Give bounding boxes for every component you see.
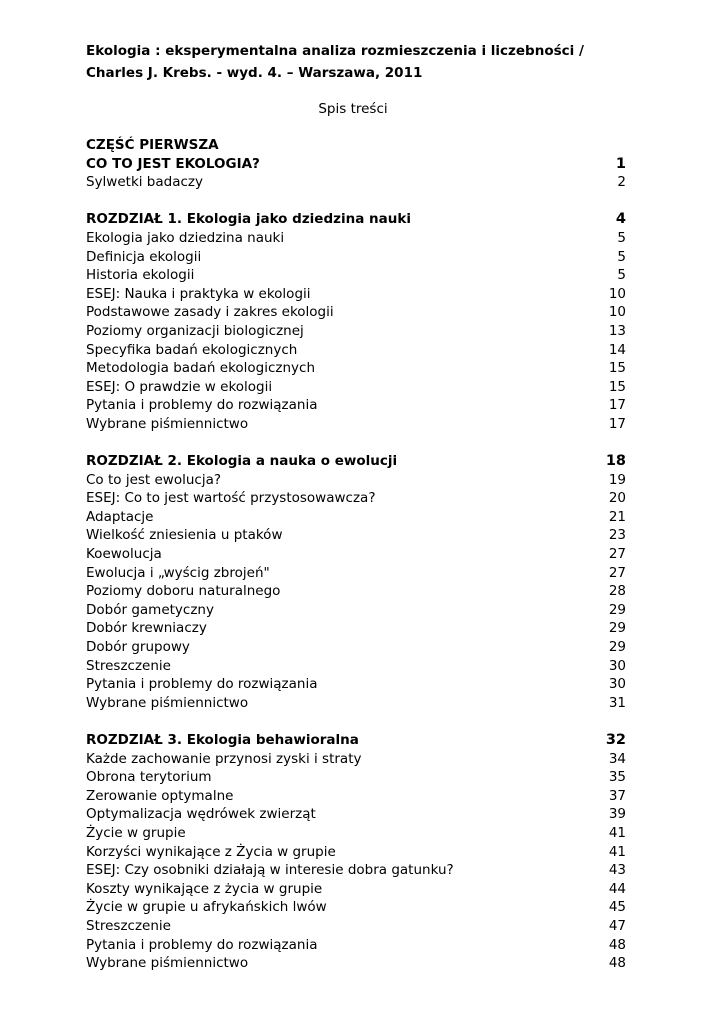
toc-entry-title: Historia ekologii (86, 267, 195, 284)
toc-entry-page: 43 (608, 862, 626, 879)
toc-entry-page: 37 (608, 787, 626, 804)
toc-entry-title: ESEJ: Nauka i praktyka w ekologii (86, 285, 311, 302)
chapter-heading-title: ROZDZIAŁ 3. Ekologia behawioralna (86, 732, 359, 748)
toc-entry-page: 47 (608, 917, 626, 934)
toc-entry-title: Definicja ekologii (86, 248, 202, 265)
toc-entry (86, 619, 626, 638)
toc-entry-title: Wybrane piśmiennictwo (86, 415, 249, 432)
toc-entry-page: 15 (608, 378, 626, 395)
chapter-heading-title: CO TO JEST EKOLOGIA? (86, 155, 260, 172)
toc-entry (86, 843, 626, 862)
toc-entry-page: 29 (608, 639, 626, 656)
toc-entry (86, 303, 626, 322)
toc-section (86, 136, 626, 192)
toc-entry (86, 787, 626, 806)
toc-entry-title: Optymalizacja wędrówek zwierząt (86, 806, 316, 823)
header-line-2: Charles J. Krebs. - wyd. 4. – Warszawa, 2011 (86, 65, 423, 81)
toc-entry-title: Obrona terytorium (86, 769, 212, 786)
toc-entry (86, 750, 626, 769)
toc-entry-page: 13 (608, 322, 626, 339)
chapter-heading-page: 18 (605, 453, 626, 470)
toc-entry-title: Co to jest ewolucja? (86, 471, 222, 488)
toc-title: Spis treści (318, 101, 388, 117)
table-of-contents (86, 136, 626, 973)
toc-entry (86, 526, 626, 545)
toc-entry-page: 34 (608, 750, 626, 767)
toc-section (86, 452, 626, 712)
toc-entry-page: 27 (608, 546, 626, 563)
toc-entry-title: Ekologia jako dziedzina nauki (86, 229, 285, 246)
document-header (86, 40, 626, 84)
toc-entry-title: Koewolucja (86, 546, 162, 563)
toc-entry-title: Życie w grupie u afrykańskich lwów (86, 899, 327, 916)
toc-entry-title: Wybrane piśmiennictwo (86, 955, 249, 972)
toc-entry-page: 48 (608, 955, 626, 972)
toc-entry-title: Każde zachowanie przynosi zyski i straty (86, 750, 362, 767)
toc-entry-page: 29 (608, 601, 626, 618)
toc-entry (86, 805, 626, 824)
toc-entry-page: 29 (608, 620, 626, 637)
toc-entry-page: 27 (608, 564, 626, 581)
toc-entry-page: 17 (608, 415, 626, 432)
toc-entry (86, 768, 626, 787)
toc-entry-title: Pytania i problemy do rozwiązania (86, 676, 318, 693)
toc-section (86, 210, 626, 433)
toc-entry-title: Pytania i problemy do rozwiązania (86, 397, 318, 414)
toc-entry-page: 35 (608, 769, 626, 786)
toc-entry (86, 359, 626, 378)
toc-entry (86, 173, 626, 192)
toc-entry (86, 917, 626, 936)
chapter-heading-page: 4 (615, 211, 626, 228)
toc-entry-title: Poziomy doboru naturalnego (86, 583, 281, 600)
toc-entry-page: 10 (608, 304, 626, 321)
toc-entry (86, 675, 626, 694)
toc-entry-page: 17 (608, 397, 626, 414)
toc-entry-title: ESEJ: Czy osobniki działają w interesie dobra gatunku? (86, 862, 454, 879)
toc-entry-title: ESEJ: O prawdzie w ekologii (86, 378, 273, 395)
toc-entry-title: Wielkość zniesienia u ptaków (86, 527, 283, 544)
chapter-heading (86, 155, 626, 174)
toc-entry-page: 21 (608, 508, 626, 525)
toc-entry-title: Ewolucja i „wyścig zbrojeń" (86, 564, 270, 581)
chapter-heading-title: ROZDZIAŁ 1. Ekologia jako dziedzina nauki (86, 211, 411, 228)
toc-entry (86, 415, 626, 434)
chapter-heading-page: 1 (615, 155, 626, 172)
toc-entry-page: 44 (608, 880, 626, 897)
toc-entry (86, 322, 626, 341)
toc-entry (86, 378, 626, 397)
toc-entry-title: Dobór gametyczny (86, 601, 214, 618)
toc-entry (86, 880, 626, 899)
toc-entry-title: Koszty wynikające z życia w grupie (86, 880, 323, 897)
toc-entry-title: Życie w grupie (86, 824, 186, 841)
toc-entry-page: 19 (608, 471, 626, 488)
toc-entry-title: Korzyści wynikające z Życia w grupie (86, 843, 336, 860)
chapter-heading (86, 452, 626, 471)
chapter-heading-title: ROZDZIAŁ 2. Ekologia a nauka o ewolucji (86, 453, 398, 470)
toc-entry (86, 266, 626, 285)
toc-entry-title: Wybrane piśmiennictwo (86, 694, 249, 711)
toc-entry-title: Sylwetki badaczy (86, 174, 203, 191)
toc-entry-page: 45 (608, 899, 626, 916)
toc-section (86, 731, 626, 973)
toc-entry-title: Streszczenie (86, 657, 171, 674)
toc-entry-page: 2 (617, 174, 626, 191)
toc-entry-title: Pytania i problemy do rozwiązania (86, 936, 318, 953)
toc-entry (86, 861, 626, 880)
toc-entry-page: 30 (608, 676, 626, 693)
toc-entry (86, 471, 626, 490)
toc-entry-title: Dobór grupowy (86, 639, 190, 656)
toc-entry (86, 601, 626, 620)
toc-entry-title: Dobór krewniaczy (86, 620, 207, 637)
toc-entry (86, 936, 626, 955)
toc-entry (86, 564, 626, 583)
toc-entry-page: 14 (608, 341, 626, 358)
toc-entry-page: 20 (608, 490, 626, 507)
toc-entry (86, 582, 626, 601)
toc-entry-title: Metodologia badań ekologicznych (86, 360, 316, 377)
toc-entry (86, 657, 626, 676)
toc-entry-page: 31 (608, 694, 626, 711)
toc-entry (86, 508, 626, 527)
toc-entry (86, 489, 626, 508)
toc-entry (86, 545, 626, 564)
toc-entry-title: Podstawowe zasady i zakres ekologii (86, 304, 334, 321)
toc-entry (86, 954, 626, 973)
toc-entry-page: 10 (608, 285, 626, 302)
header-line-1: Ekologia : eksperymentalna analiza rozmieszczenia i liczebności / (86, 43, 584, 59)
toc-entry-title: Zerowanie optymalne (86, 787, 234, 804)
toc-entry (86, 638, 626, 657)
toc-entry-title: Specyfika badań ekologicznych (86, 341, 298, 358)
toc-entry-page: 41 (608, 824, 626, 841)
toc-entry (86, 824, 626, 843)
toc-entry-page: 28 (608, 583, 626, 600)
toc-entry-title: Adaptacje (86, 508, 154, 525)
toc-entry (86, 694, 626, 713)
toc-entry-page: 41 (608, 843, 626, 860)
chapter-heading (86, 731, 626, 750)
toc-entry-page: 23 (608, 527, 626, 544)
toc-entry (86, 898, 626, 917)
toc-entry (86, 396, 626, 415)
toc-entry-page: 5 (617, 229, 626, 246)
toc-entry (86, 341, 626, 360)
toc-entry-page: 15 (608, 360, 626, 377)
toc-entry (86, 248, 626, 267)
toc-entry-title: Streszczenie (86, 917, 171, 934)
toc-entry-page: 30 (608, 657, 626, 674)
toc-entry-title: ESEJ: Co to jest wartość przystosowawcza? (86, 490, 376, 507)
toc-entry (86, 285, 626, 304)
toc-entry-page: 5 (617, 248, 626, 265)
toc-entry-page: 39 (608, 806, 626, 823)
document-page (86, 40, 626, 991)
chapter-heading-page: 32 (605, 732, 626, 748)
toc-entry (86, 229, 626, 248)
chapter-heading (86, 210, 626, 229)
part-heading-title: CZĘŚĆ PIERWSZA (86, 137, 219, 153)
toc-entry-title: Poziomy organizacji biologicznej (86, 322, 304, 339)
part-heading (86, 136, 626, 155)
toc-entry-page: 5 (617, 267, 626, 284)
toc-entry-page: 48 (608, 936, 626, 953)
